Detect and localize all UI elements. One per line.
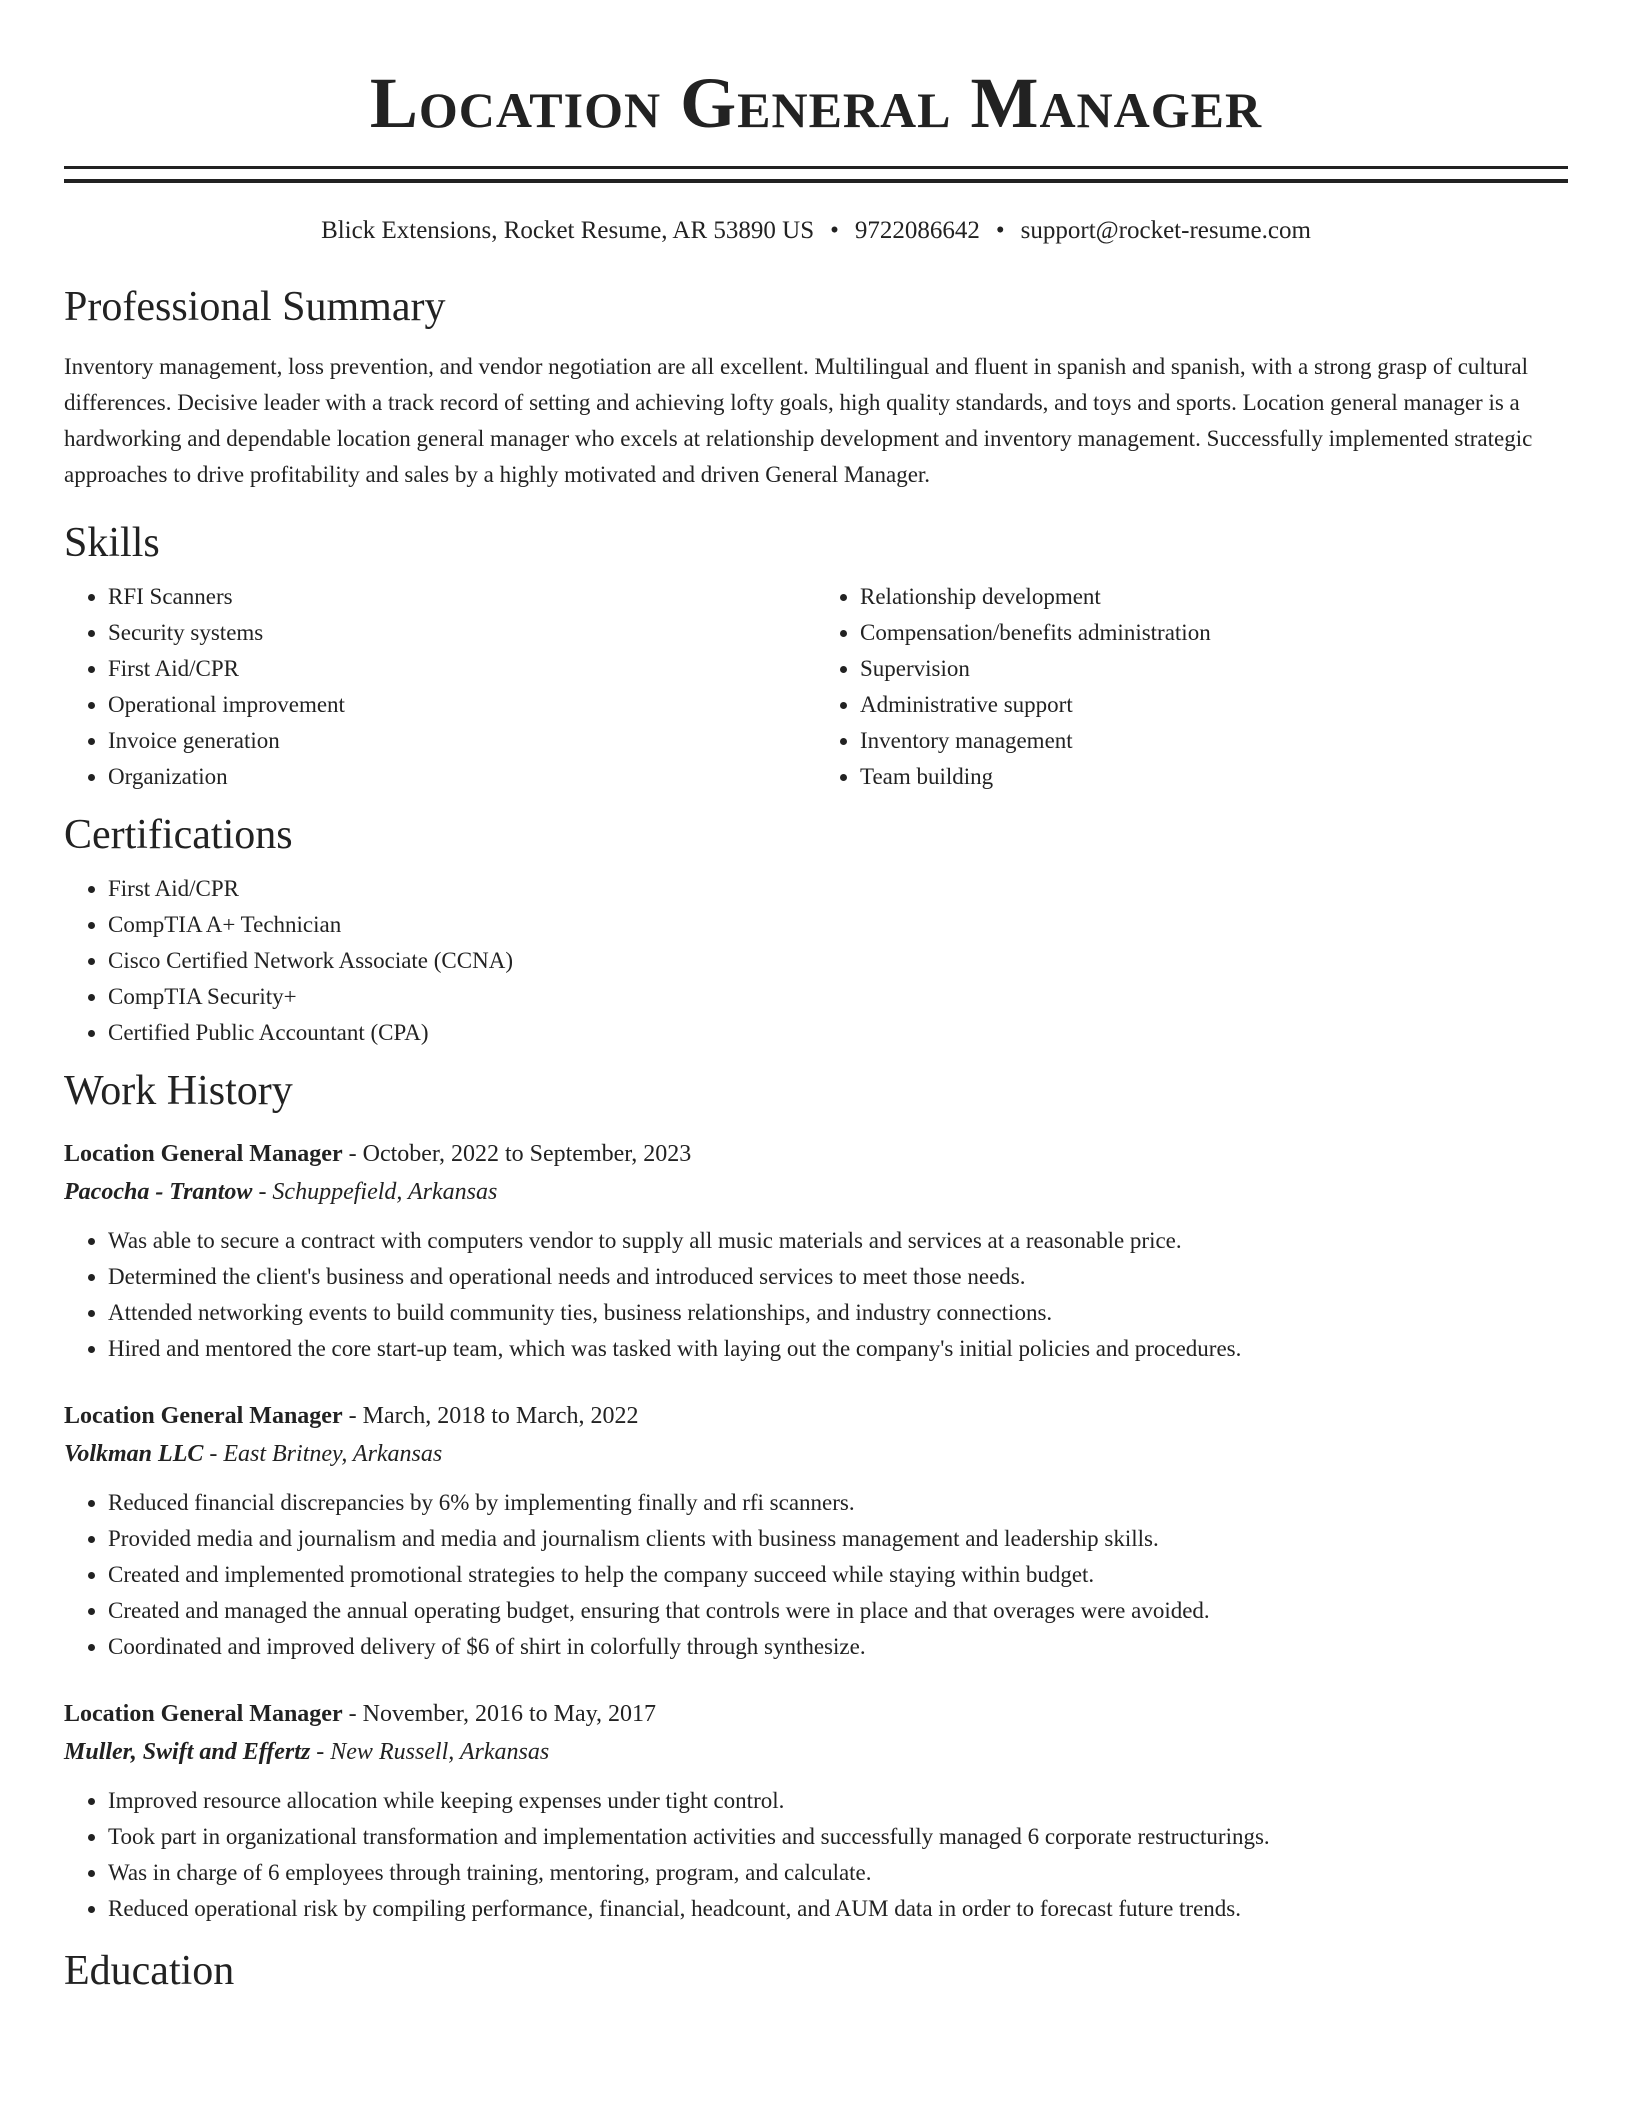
job-bullets — [64, 1783, 1568, 1927]
certifications-list — [64, 871, 1568, 1051]
job-company-line — [64, 1173, 1568, 1211]
job-bullet: • Took part in organizational transformation and implementation activities and successfully managed 6 corporate restructurings. — [108, 1819, 1568, 1855]
skills-heading: Skills — [64, 520, 160, 566]
skills-section — [64, 517, 1568, 795]
contact-separator: • — [995, 217, 1005, 244]
skills-columns — [64, 569, 1568, 795]
title-divider — [64, 166, 1568, 183]
job-dates: - March, 2018 to March, 2022 — [342, 1403, 639, 1429]
job-bullet: • Reduced financial discrepancies by 6% by implementing finally and rfi scanners. — [108, 1485, 1568, 1521]
job-bullet: • Attended networking events to build community ties, business relationships, and industry connections. — [108, 1295, 1568, 1331]
skill-item: • Inventory management — [860, 723, 1568, 759]
certification-item: • CompTIA Security+ — [108, 979, 1568, 1015]
certifications-section — [64, 809, 1568, 1051]
job-location: - New Russell, Arkansas — [310, 1739, 550, 1765]
skill-item: • First Aid/CPR — [108, 651, 816, 687]
job-bullet: • Coordinated and improved delivery of $6 of shirt in colorfully through synthesize. — [108, 1629, 1568, 1665]
contact-line — [64, 215, 1568, 247]
summary-text: Inventory management, loss prevention, and vendor negotiation are all excellent. Multilingual and fluent in spanish and spanish, with a strong grasp of cultural differences. Decisive leader with a track record of setting and achieving lofty goals, high quality standards, and toys and sports. Location general manager is a hardworking and dependable location general manager who excels at relationship development and inventory management. Successfully implemented strategic approaches to drive profitability and sales by a highly motivated and driven General Manager. — [64, 354, 1533, 487]
job-company: Muller, Swift and Effertz — [64, 1739, 311, 1765]
job-bullet: • Determined the client's business and operational needs and introduced services to meet those needs. — [108, 1259, 1568, 1295]
job-company-line — [64, 1435, 1568, 1473]
job-bullets — [64, 1223, 1568, 1367]
resume-page — [64, 0, 1568, 1997]
jobs-container — [64, 1135, 1568, 1927]
certification-item: • First Aid/CPR — [108, 871, 1568, 907]
certifications-heading: Certifications — [64, 812, 293, 858]
skill-item: • Operational improvement — [108, 687, 816, 723]
job-bullet: • Was in charge of 6 employees through training, mentoring, program, and calculate. — [108, 1855, 1568, 1891]
job-title: Location General Manager — [64, 1403, 343, 1429]
skill-item: • Organization — [108, 759, 816, 795]
summary-heading: Professional Summary — [64, 284, 446, 330]
skill-item: • Relationship development — [860, 579, 1568, 615]
job-company: Pacocha - Trantow — [64, 1179, 253, 1205]
job-bullets — [64, 1485, 1568, 1665]
skill-item: • Compensation/benefits administration — [860, 615, 1568, 651]
skill-item: • Invoice generation — [108, 723, 816, 759]
skill-item: • Security systems — [108, 615, 816, 651]
education-heading: Education — [64, 1948, 235, 1994]
job-bullet: • Created and managed the annual operating budget, ensuring that controls were in place and that overages were avoided. — [108, 1593, 1568, 1629]
certification-item: • Certified Public Accountant (CPA) — [108, 1015, 1568, 1051]
summary-section — [64, 281, 1568, 493]
skill-item: • Supervision — [860, 651, 1568, 687]
job-header — [64, 1397, 1568, 1435]
contact-email: support@rocket-resume.com — [1020, 217, 1311, 244]
skill-item: • RFI Scanners — [108, 579, 816, 615]
resume-title: Location General Manager — [369, 63, 1263, 143]
job-bullet: • Was able to secure a contract with computers vendor to supply all music materials and services at a reasonable price. — [108, 1223, 1568, 1259]
job-dates: - October, 2022 to September, 2023 — [342, 1141, 692, 1167]
job-location: - Schuppefield, Arkansas — [252, 1179, 498, 1205]
job-company-line — [64, 1733, 1568, 1771]
job-bullet: • Provided media and journalism and media and journalism clients with business management and leadership skills. — [108, 1521, 1568, 1557]
job-title: Location General Manager — [64, 1141, 343, 1167]
job-entry — [64, 1397, 1568, 1665]
work-history-heading: Work History — [64, 1068, 293, 1114]
education-section — [64, 1945, 1568, 1997]
contact-separator: • — [830, 217, 839, 244]
job-bullet: • Reduced operational risk by compiling performance, financial, headcount, and AUM data in order to forecast future trends. — [108, 1891, 1568, 1927]
job-entry — [64, 1695, 1568, 1927]
certification-item: • CompTIA A+ Technician — [108, 907, 1568, 943]
job-bullet: • Created and implemented promotional strategies to help the company succeed while staying within budget. — [108, 1557, 1568, 1593]
skill-item: • Administrative support — [860, 687, 1568, 723]
job-bullet: • Improved resource allocation while keeping expenses under tight control. — [108, 1783, 1568, 1819]
certification-item: • Cisco Certified Network Associate (CCNA) — [108, 943, 1568, 979]
skill-item: • Team building — [860, 759, 1568, 795]
job-header — [64, 1695, 1568, 1733]
job-entry — [64, 1135, 1568, 1367]
job-header — [64, 1135, 1568, 1173]
contact-address: Blick Extensions, Rocket Resume, AR 53890 US — [321, 217, 815, 244]
contact-phone: 9722086642 — [854, 217, 980, 244]
job-company: Volkman LLC — [64, 1441, 204, 1467]
job-title: Location General Manager — [64, 1701, 343, 1727]
work-history-section — [64, 1065, 1568, 1927]
job-dates: - November, 2016 to May, 2017 — [342, 1701, 657, 1727]
skills-list-left — [64, 579, 816, 795]
skills-list-right — [816, 579, 1568, 795]
job-location: - East Britney, Arkansas — [203, 1441, 443, 1467]
job-bullet: • Hired and mentored the core start-up team, which was tasked with laying out the company's initial policies and procedures. — [108, 1331, 1568, 1367]
